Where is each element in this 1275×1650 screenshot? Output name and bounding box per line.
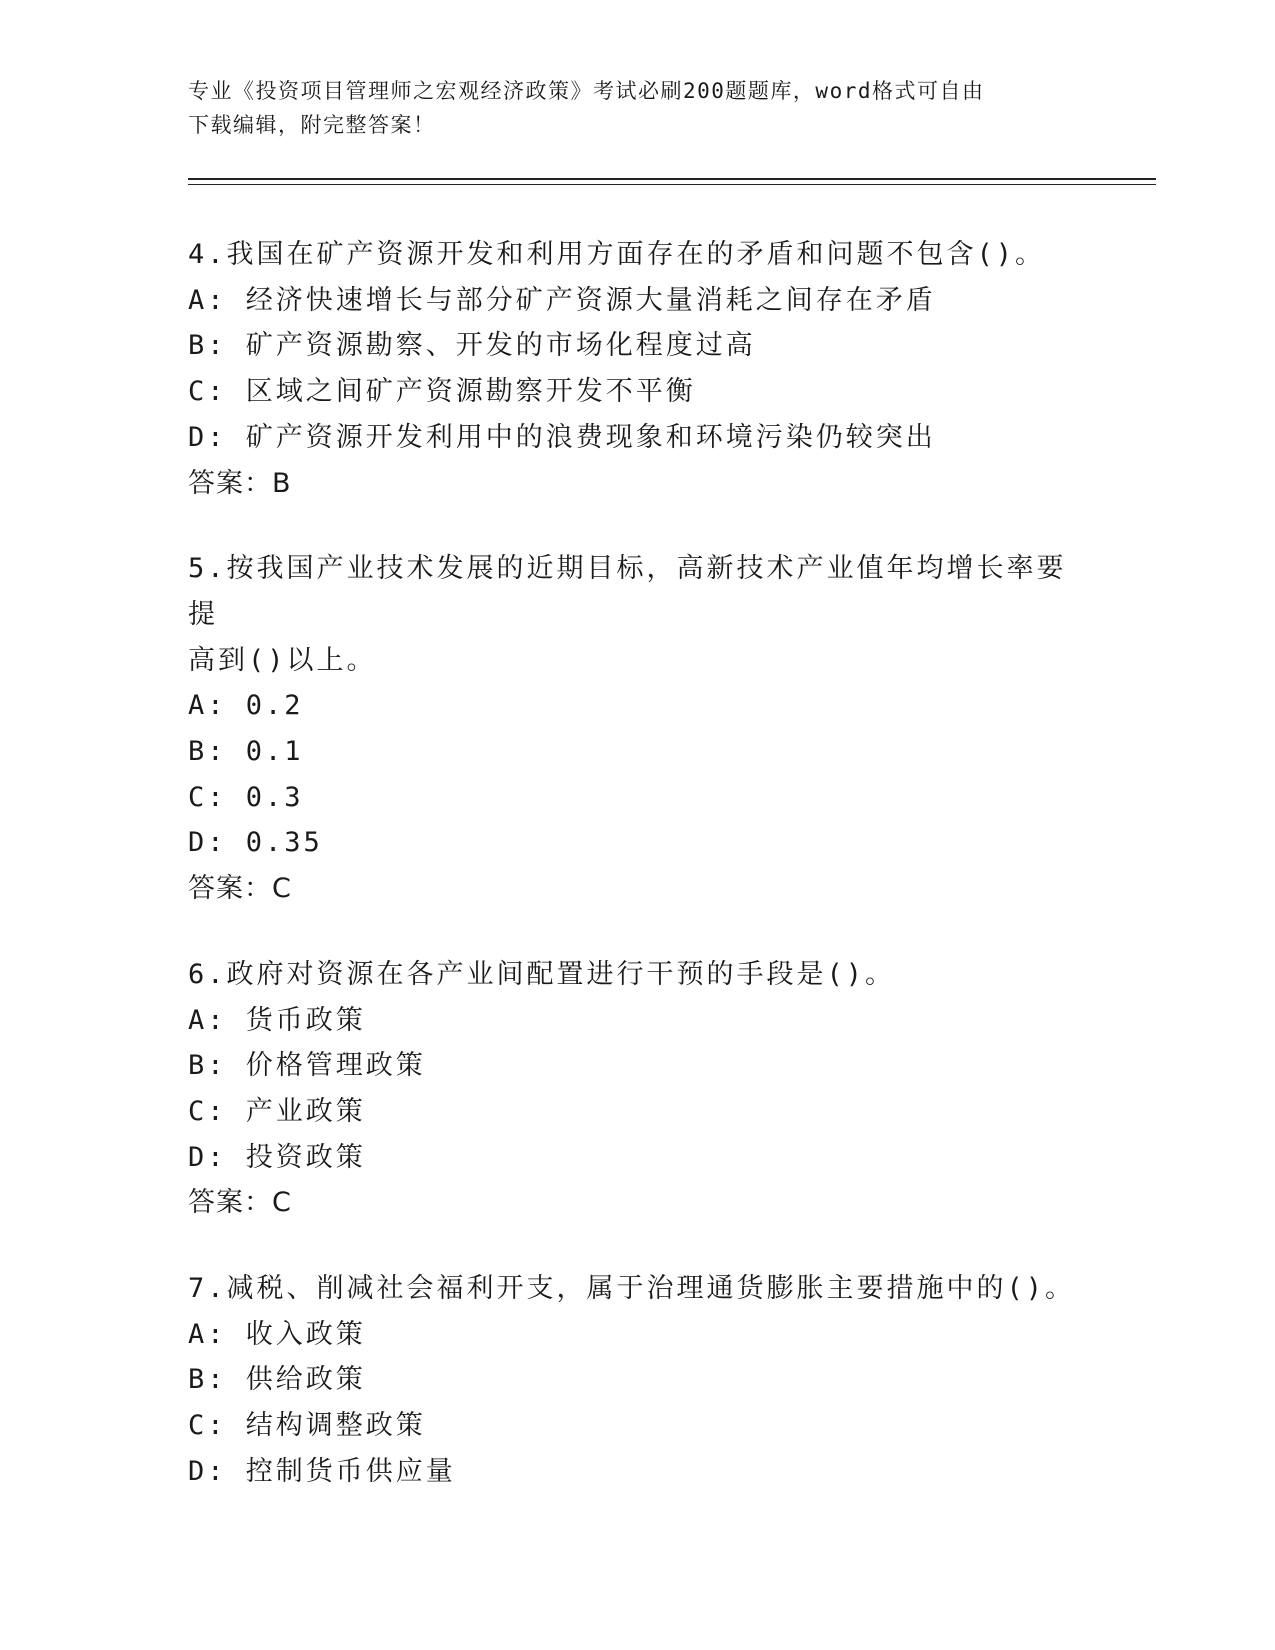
- option-d: D: 控制货币供应量: [188, 1455, 456, 1487]
- option-a: A: 收入政策: [188, 1318, 366, 1350]
- question-5: [188, 546, 1088, 912]
- answer: 答案：C: [188, 873, 292, 905]
- option-d: D: 投资政策: [188, 1141, 366, 1173]
- answer: 答案：B: [188, 467, 292, 499]
- question-list: [188, 232, 1088, 1535]
- question-4: [188, 232, 1088, 506]
- question-stem: 6.政府对资源在各产业间配置进行干预的手段是()。: [188, 958, 896, 990]
- option-b: B: 0.1: [188, 736, 304, 768]
- header-line-1: 专业《投资项目管理师之宏观经济政策》考试必刷200题题库，word格式可自由: [188, 79, 985, 103]
- question-7: [188, 1266, 1088, 1495]
- option-b: B: 矿产资源勘察、开发的市场化程度过高: [188, 330, 756, 362]
- question-stem: 5.按我国产业技术发展的近期目标，高新技术产业值年均增长率要提 高到()以上。: [188, 553, 1067, 676]
- question-stem: 4.我国在矿产资源开发和利用方面存在的矛盾和问题不包含()。: [188, 239, 1046, 270]
- header-line-2: 下载编辑，附完整答案！: [188, 113, 436, 137]
- option-b: B: 供给政策: [188, 1364, 366, 1396]
- option-c: C: 产业政策: [188, 1095, 366, 1127]
- option-d: D: 矿产资源开发利用中的浪费现象和环境污染仍较突出: [188, 421, 936, 453]
- option-a: A: 货币政策: [188, 1004, 366, 1036]
- option-a: A: 0.2: [188, 690, 304, 722]
- option-c: C: 结构调整政策: [188, 1410, 426, 1442]
- option-c: C: 0.3: [188, 781, 304, 813]
- document-header: [188, 74, 1068, 142]
- header-divider-thick: [188, 178, 1156, 180]
- option-d: D: 0.35: [188, 827, 323, 859]
- option-b: B: 价格管理政策: [188, 1050, 426, 1082]
- question-stem: 7.减税、削减社会福利开支，属于治理通货膨胀主要措施中的()。: [188, 1273, 1076, 1305]
- option-a: A: 经济快速增长与部分矿产资源大量消耗之间存在矛盾: [188, 284, 936, 316]
- option-c: C: 区域之间矿产资源勘察开发不平衡: [188, 376, 696, 408]
- header-divider-thin: [188, 184, 1156, 185]
- question-6: [188, 952, 1088, 1226]
- answer: 答案：C: [188, 1187, 292, 1219]
